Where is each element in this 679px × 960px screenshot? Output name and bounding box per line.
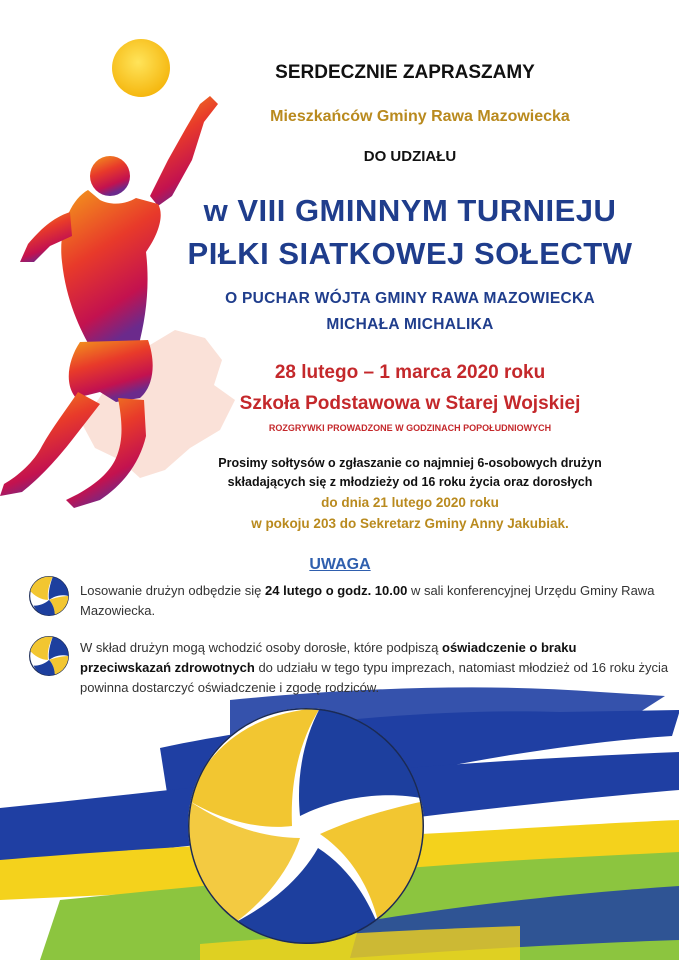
notice-bold-text: 24 lutego o godz. 10.00 (265, 583, 408, 598)
registration-request-line-1: Prosimy sołtysów o zgłaszanie co najmniej 6-osobowych drużyn (218, 456, 602, 470)
registration-office: w pokoju 203 do Sekretarz Gminy Anny Jakubiak. (251, 516, 569, 531)
notice-text: do udziału w tego typu imprezach, natomiast młodzież od 16 roku życia powinna dostarczyć oświadczenie i zgodę rodziców. (80, 660, 669, 695)
event-dates: 28 lutego – 1 marca 2020 roku (274, 362, 546, 383)
notice-item-draw (80, 581, 670, 621)
cup-line-2: MICHAŁA MICHALIKA (326, 316, 494, 333)
notice-text: w sali konferencyjnej Urzędu Gminy Rawa Mazowiecka. (80, 583, 655, 618)
afternoon-note: ROZGRYWKI PROWADZONE W GODZINACH POPOŁUDNIOWYCH (268, 423, 552, 433)
registration-request-line-2: składających się z młodzieży od 16 roku życia oraz dorosłych (227, 475, 593, 489)
participation-line: DO UDZIAŁU (363, 148, 457, 165)
volleyball-bullet-icon (27, 574, 71, 618)
sun-ball-icon (112, 39, 170, 97)
greeting-heading: SERDECZNIE ZAPRASZAMY (275, 62, 535, 83)
tournament-title-line-2: PIŁKI SIATKOWEJ SOŁECTW (187, 236, 633, 271)
notice-heading: UWAGA (309, 556, 371, 573)
notice-bold-text: oświadczenie o braku przeciwskazań zdrowotnych (80, 640, 577, 675)
residents-line: Mieszkańców Gminy Rawa Mazowiecka (270, 108, 570, 125)
notice-item-declaration (80, 638, 670, 698)
event-venue: Szkoła Podstawowa w Starej Wojskiej (239, 393, 581, 414)
notice-text: W skład drużyn mogą wchodzić osoby dorosłe, które podpiszą (80, 640, 443, 655)
volleyball-bullet-icon (27, 634, 71, 678)
registration-deadline: do dnia 21 lutego 2020 roku (321, 495, 499, 510)
notice-text: Losowanie drużyn odbędzie się (80, 583, 266, 598)
tournament-title-line-1: w VIII GMINNYM TURNIEJU (203, 193, 617, 228)
cup-line-1: O PUCHAR WÓJTA GMINY RAWA MAZOWIECKA (225, 290, 595, 307)
